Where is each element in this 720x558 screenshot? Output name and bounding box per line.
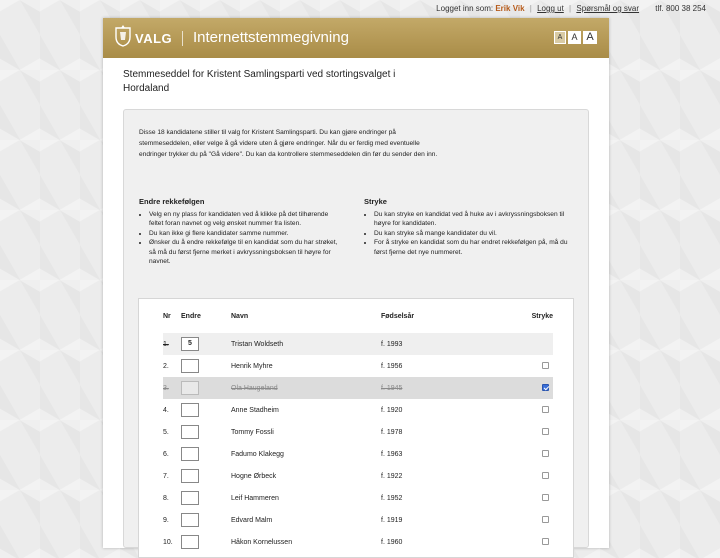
ballot-section [123,109,589,548]
column-header-fodselsar: Fødselsår [381,313,415,320]
table-row [163,465,553,487]
candidate-birth-year: f. 1963 [381,450,403,458]
candidate-number: 2. [163,362,169,370]
candidate-name: Håkon Kornelussen [231,538,293,546]
rank-select[interactable] [181,447,199,461]
candidate-birth-year: f. 1945 [381,377,531,399]
strike-instructions [364,197,579,257]
separator: | [529,4,532,13]
rank-select[interactable] [181,469,199,483]
candidate-name: Ola Haugeland [231,377,381,399]
banner-divider [182,31,183,46]
candidate-number: 7. [163,472,169,480]
candidate-number: 10. [163,538,173,546]
strike-checkbox[interactable] [542,516,549,523]
table-row [163,333,553,355]
strike-checkbox[interactable] [542,472,549,479]
table-row [163,531,553,553]
main-panel [103,18,609,548]
strike-title: Stryke [364,197,387,206]
logo-text: VALG [135,31,173,46]
rank-select[interactable] [181,513,199,527]
font-size-small-button[interactable]: A [554,31,566,44]
user-name: Erik Vik [495,4,525,13]
strike-checkbox[interactable] [542,494,549,501]
column-header-navn: Navn [231,313,249,320]
strike-checkbox[interactable] [542,450,549,457]
header-banner [103,18,609,58]
column-header-stryke: Stryke [531,313,553,320]
candidate-name: Edvard Malm [231,516,273,524]
candidate-number: 4. [163,406,169,414]
separator: | [569,4,572,13]
table-row [163,421,553,443]
candidate-birth-year: f. 1978 [381,428,403,436]
candidate-birth-year: f. 1952 [381,494,403,502]
candidate-number: 5. [163,428,169,436]
table-row [163,377,553,399]
candidate-number: 6. [163,450,169,458]
intro-text: Disse 18 kandidatene stiller til valg for Kristent Samlingsparti. Du kan gjøre endringer på stemmeseddelen, eller velge å gå videre uten å gjøre endringer. Når du er ferdig med eventuelle endringer trykker du på "Gå videre". Du kan da kontrollere stemmeseddelen din før du sender den inn. [139,129,438,158]
rank-select[interactable]: 5 [181,337,199,351]
coat-of-arms-icon [115,25,131,47]
strike-instruction: • Du kan stryke så mange kandidater du vil. [374,229,579,239]
rank-select[interactable] [181,535,199,549]
candidate-number: 1. [163,333,181,355]
reorder-title: Endre rekkefølgen [139,197,205,206]
strike-checkbox[interactable] [542,362,549,369]
rank-select[interactable] [181,403,199,417]
app-title: Internettstemmegivning [193,29,349,46]
strike-instruction: • For å stryke en kandidat som du har endret rekkefølgen på, må du først fjerne det nye nummeret. [374,238,579,257]
font-size-controls [554,31,597,44]
candidate-number: 8. [163,494,169,502]
reorder-instructions [139,197,344,267]
rank-select[interactable] [181,425,199,439]
reorder-instruction: • Du kan ikke gi flere kandidater samme nummer. [149,229,344,239]
candidate-name: Tommy Fossli [231,428,274,436]
strike-instruction: • Du kan stryke en kandidat ved å huke av i avkryssningsboksen til høyre for kandidaten. [374,210,579,229]
strike-checkbox[interactable] [542,406,549,413]
candidate-birth-year: f. 1993 [381,333,531,355]
candidate-name: Fadumo Klakegg [231,450,284,458]
table-row [163,355,553,377]
phone-number: tlf. 800 38 254 [655,4,706,13]
candidate-number: 9. [163,516,169,524]
strike-checkbox[interactable] [542,538,549,545]
candidate-birth-year: f. 1922 [381,472,403,480]
candidate-table [163,313,553,553]
top-bar [0,4,720,18]
candidate-name: Henrik Myhre [231,362,273,370]
table-row [163,487,553,509]
table-row [163,443,553,465]
rank-select[interactable] [181,381,199,395]
logout-link[interactable]: Logg ut [537,4,564,13]
reorder-instruction: • Velg en ny plass for kandidaten ved å klikke på det tilhørende feltet foran navnet og velg ønsket nummer fra listen. [149,210,344,229]
candidate-birth-year: f. 1956 [381,362,403,370]
candidate-name: Anne Stadheim [231,406,279,414]
column-header-endre: Endre [181,313,201,320]
strike-checkbox[interactable] [542,428,549,435]
candidate-name: Hogne Ørbeck [231,472,277,480]
faq-link[interactable]: Spørsmål og svar [576,4,640,13]
page-title: Stemmeseddel for Kristent Samlingsparti ved stortingsvalget i Hordaland [123,69,396,94]
candidate-birth-year: f. 1960 [381,538,403,546]
font-size-medium-button[interactable]: A [568,31,581,44]
font-size-large-button[interactable]: A [583,31,597,44]
rank-select[interactable] [181,491,199,505]
candidate-name: Tristan Woldseth [231,333,381,355]
table-row [163,509,553,531]
rank-select[interactable] [181,359,199,373]
candidate-table-container [138,298,574,558]
candidate-name: Leif Hammeren [231,494,279,502]
logged-in-label: Logget inn som: [436,4,494,13]
reorder-instruction: • Ønsker du å endre rekkefølge til en kandidat som du har strøket, så må du først fjerne merket i avkryssningsboksen til høyre for navnet. [149,238,344,267]
column-header-nr: Nr [163,313,171,320]
candidate-birth-year: f. 1920 [381,406,403,414]
candidate-number: 3. [163,377,181,399]
strike-checkbox[interactable] [542,384,549,391]
table-header-row [163,313,553,333]
table-row [163,399,553,421]
candidate-birth-year: f. 1919 [381,516,403,524]
